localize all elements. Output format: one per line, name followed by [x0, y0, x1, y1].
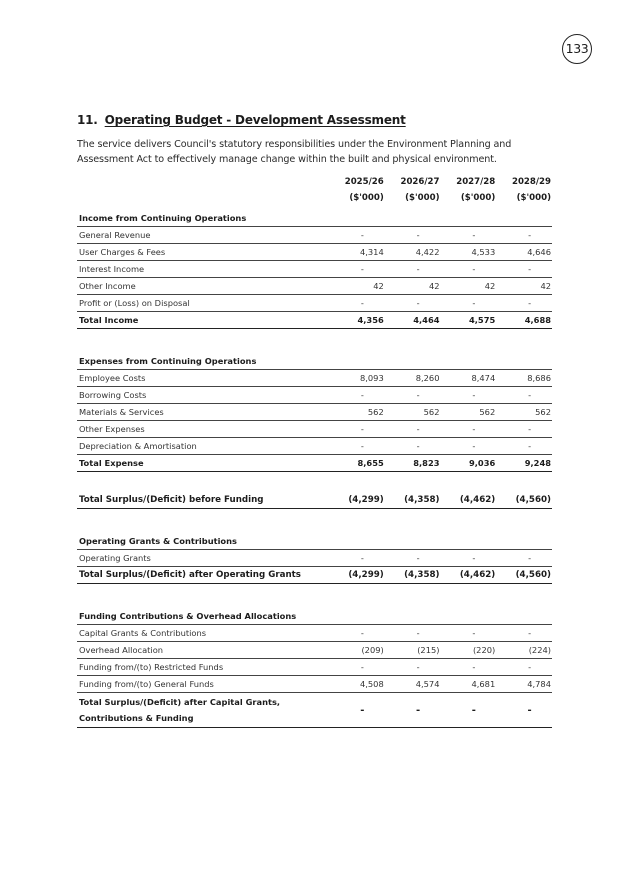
value-cell: 562	[329, 404, 385, 421]
year-header: 2028/29	[511, 177, 551, 187]
table-row	[77, 642, 552, 659]
row-label: Total Surplus/(Deficit) before Funding	[77, 492, 329, 509]
table-row	[77, 278, 552, 295]
table-row	[77, 421, 552, 438]
row-label: Operating Grants	[77, 550, 329, 567]
row-label: Other Expenses	[77, 421, 329, 438]
value-cell: -	[385, 387, 441, 404]
value-cell: -	[329, 227, 385, 244]
value-cell: -	[496, 295, 552, 312]
value-cell: (4,560)	[496, 492, 552, 509]
value-cell: -	[329, 261, 385, 278]
spacer-row	[77, 509, 552, 530]
value-cell: -	[441, 550, 497, 567]
value-cell: 8,474	[441, 370, 497, 387]
value-cell: (4,299)	[329, 567, 385, 584]
value-cell: (224)	[496, 642, 552, 659]
value-cell: (215)	[385, 642, 441, 659]
row-label-line1: Total Surplus/(Deficit) after Capital Grants,	[79, 697, 281, 707]
empty-cell	[385, 529, 441, 550]
header-blank	[77, 190, 329, 206]
table-row	[77, 227, 552, 244]
value-cell: -	[385, 659, 441, 676]
value-cell: 4,464	[385, 312, 441, 329]
value-cell: 42	[496, 278, 552, 295]
unit-header: ($'000)	[349, 193, 384, 203]
value-cell: -	[329, 421, 385, 438]
row-label: Materials & Services	[77, 404, 329, 421]
unit-header: ($'000)	[405, 193, 440, 203]
empty-cell	[441, 604, 497, 625]
spacer-cell	[77, 509, 552, 530]
section-label: Operating Grants & Contributions	[77, 529, 329, 550]
row-label: Other Income	[77, 278, 329, 295]
value-cell: -	[496, 659, 552, 676]
value-cell: -	[441, 438, 497, 455]
empty-cell	[496, 206, 552, 227]
empty-cell	[329, 206, 385, 227]
value-cell: -	[329, 625, 385, 642]
value-cell: -	[441, 261, 497, 278]
value-cell: 4,681	[441, 676, 497, 693]
value-cell: (220)	[441, 642, 497, 659]
value-cell: 4,575	[441, 312, 497, 329]
value-cell: 8,823	[385, 455, 441, 472]
row-label: Total Income	[77, 312, 329, 329]
row-label: Total Expense	[77, 455, 329, 472]
value-cell: -	[385, 693, 441, 728]
section-number: 11.	[77, 113, 98, 127]
operating-budget-table	[77, 174, 552, 728]
value-cell: -	[329, 693, 385, 728]
value-cell: -	[441, 625, 497, 642]
value-cell: 4,688	[496, 312, 552, 329]
value-cell: 9,036	[441, 455, 497, 472]
value-cell: (4,560)	[496, 567, 552, 584]
value-cell: -	[496, 693, 552, 728]
year-header-row	[77, 174, 552, 190]
empty-cell	[441, 206, 497, 227]
value-cell: -	[385, 261, 441, 278]
value-cell: (4,299)	[329, 492, 385, 509]
empty-cell	[329, 529, 385, 550]
value-cell: -	[496, 227, 552, 244]
table-row	[77, 676, 552, 693]
surplus-after-grants-row	[77, 567, 552, 584]
value-cell: 562	[441, 404, 497, 421]
value-cell: -	[385, 227, 441, 244]
value-cell: 4,533	[441, 244, 497, 261]
value-cell: -	[441, 421, 497, 438]
value-cell: 562	[385, 404, 441, 421]
value-cell: -	[329, 438, 385, 455]
value-cell: 4,422	[385, 244, 441, 261]
value-cell: 8,686	[496, 370, 552, 387]
table-row	[77, 387, 552, 404]
value-cell: 4,356	[329, 312, 385, 329]
value-cell: -	[385, 295, 441, 312]
value-cell: -	[496, 387, 552, 404]
empty-cell	[441, 529, 497, 550]
row-label	[77, 693, 329, 728]
value-cell: 4,784	[496, 676, 552, 693]
section-label: Expenses from Continuing Operations	[77, 349, 329, 370]
value-cell: -	[496, 625, 552, 642]
row-label: Profit or (Loss) on Disposal	[77, 295, 329, 312]
empty-cell	[496, 529, 552, 550]
value-cell: -	[329, 659, 385, 676]
value-cell: (209)	[329, 642, 385, 659]
year-header: 2026/27	[400, 177, 440, 187]
year-header: 2027/28	[456, 177, 496, 187]
value-cell: 4,508	[329, 676, 385, 693]
value-cell: -	[496, 438, 552, 455]
value-cell: -	[329, 550, 385, 567]
row-label: Employee Costs	[77, 370, 329, 387]
value-cell: -	[385, 625, 441, 642]
empty-cell	[496, 604, 552, 625]
value-cell: 42	[385, 278, 441, 295]
total-expense-row	[77, 455, 552, 472]
value-cell: -	[385, 438, 441, 455]
section-heading-row	[77, 529, 552, 550]
spacer-row	[77, 584, 552, 605]
value-cell: -	[329, 387, 385, 404]
value-cell: -	[441, 387, 497, 404]
value-cell: -	[496, 550, 552, 567]
value-cell: 8,655	[329, 455, 385, 472]
table-row	[77, 438, 552, 455]
row-label: Funding from/(to) General Funds	[77, 676, 329, 693]
spacer-cell	[77, 472, 552, 493]
row-label: General Revenue	[77, 227, 329, 244]
empty-cell	[385, 604, 441, 625]
value-cell: 8,093	[329, 370, 385, 387]
value-cell: -	[496, 421, 552, 438]
total-income-row	[77, 312, 552, 329]
table-row	[77, 244, 552, 261]
section-heading	[77, 113, 406, 127]
table-row	[77, 370, 552, 387]
value-cell: (4,462)	[441, 567, 497, 584]
row-label: Borrowing Costs	[77, 387, 329, 404]
section-label: Income from Continuing Operations	[77, 206, 329, 227]
table-row	[77, 404, 552, 421]
unit-header: ($'000)	[460, 193, 496, 203]
row-label: Funding from/(to) Restricted Funds	[77, 659, 329, 676]
value-cell: 4,646	[496, 244, 552, 261]
value-cell: -	[441, 659, 497, 676]
empty-cell	[385, 349, 441, 370]
section-label: Funding Contributions & Overhead Allocations	[77, 604, 329, 625]
empty-cell	[329, 604, 385, 625]
value-cell: -	[441, 693, 497, 728]
section-heading-row	[77, 604, 552, 625]
value-cell: -	[385, 421, 441, 438]
value-cell: -	[329, 295, 385, 312]
spacer-row	[77, 472, 552, 493]
section-heading-row	[77, 349, 552, 370]
value-cell: 4,574	[385, 676, 441, 693]
row-label: User Charges & Fees	[77, 244, 329, 261]
spacer-row	[77, 329, 552, 350]
row-label: Capital Grants & Contributions	[77, 625, 329, 642]
unit-header-row	[77, 190, 552, 206]
value-cell: -	[441, 295, 497, 312]
value-cell: 42	[441, 278, 497, 295]
header-blank	[77, 174, 329, 190]
value-cell: -	[385, 550, 441, 567]
value-cell: 562	[496, 404, 552, 421]
row-label: Total Surplus/(Deficit) after Operating Grants	[77, 567, 329, 584]
value-cell: (4,462)	[441, 492, 497, 509]
value-cell: 9,248	[496, 455, 552, 472]
year-header: 2025/26	[344, 177, 384, 187]
value-cell: (4,358)	[385, 567, 441, 584]
spacer-cell	[77, 584, 552, 605]
table-row	[77, 625, 552, 642]
value-cell: 8,260	[385, 370, 441, 387]
intro-paragraph: The service delivers Council's statutory responsibilities under the Environment Planning and Assessment Act to effectively manage change within the built and physical environment.	[77, 139, 512, 165]
spacer-cell	[77, 329, 552, 350]
empty-cell	[496, 349, 552, 370]
table-row	[77, 261, 552, 278]
value-cell: -	[441, 227, 497, 244]
empty-cell	[385, 206, 441, 227]
unit-header: ($'000)	[516, 193, 551, 203]
section-heading-row	[77, 206, 552, 227]
row-label-line2: Contributions & Funding	[79, 713, 194, 723]
empty-cell	[441, 349, 497, 370]
row-label: Depreciation & Amortisation	[77, 438, 329, 455]
row-label: Overhead Allocation	[77, 642, 329, 659]
surplus-before-funding-row	[77, 492, 552, 509]
table-row	[77, 659, 552, 676]
page-number: 133	[562, 34, 592, 64]
value-cell: (4,358)	[385, 492, 441, 509]
section-title: Operating Budget - Development Assessment	[104, 113, 406, 127]
table-row	[77, 550, 552, 567]
value-cell: 4,314	[329, 244, 385, 261]
value-cell: 42	[329, 278, 385, 295]
empty-cell	[329, 349, 385, 370]
surplus-after-capital-row	[77, 693, 552, 728]
row-label: Interest Income	[77, 261, 329, 278]
table-row	[77, 295, 552, 312]
value-cell: -	[496, 261, 552, 278]
